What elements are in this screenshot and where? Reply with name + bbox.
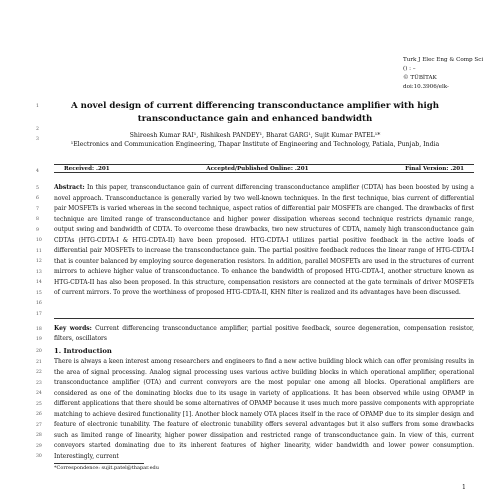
line-number: 3 xyxy=(36,137,39,142)
line-number: 16 xyxy=(36,301,42,306)
line-number: 21 xyxy=(36,360,42,365)
line-number: 5 xyxy=(36,186,39,191)
line-number: 26 xyxy=(36,412,42,417)
line-number: 28 xyxy=(36,433,42,438)
doi: doi:10.3906/elk- xyxy=(403,84,449,90)
introduction-text: There is always a keen interest among researchers and engineers to find a new active building block which can offer promising results in the area of signal processing. Analog signal processing uses various active building blocks in which operational amplifier, operational transconductance amplifier (OTA) and current conveyors are the most popular one among all blocks. Operational amplifiers are considered as one of the dominating blocks due to its usage in variety of applications. It has been observed while using OPAMP in different applications that there should be some alternatives of OPAMP because it uses much more passive components with appropriate matching to achieve desired functionality [1]. Another block namely OTA places itself in the race of OPAMP due to its simpler design and feature of electronic tunability. The feature of electronic tunability offers several advantages but it also suffers from some drawbacks such as limited range of linearity, higher power dissipation and restricted range of transconductance gain. In view of this, current conveyors started dominating due to its inherent features of higher linearity, wider bandwidth and lower power consumption. Interestingly, current xyxy=(54,358,474,460)
accepted-date: Accepted/Published Online: .201 xyxy=(206,166,309,172)
line-number: 19 xyxy=(36,337,42,342)
masthead xyxy=(403,56,485,92)
affiliation: ¹Electronics and Communication Engineering, Thapar Institute of Engineering and Technology, Patiala, Punjab, India xyxy=(70,140,440,148)
line-number: 27 xyxy=(36,423,42,428)
line-number: 17 xyxy=(36,312,42,317)
line-number: 10 xyxy=(36,238,42,243)
line-number: 4 xyxy=(36,169,39,174)
line-number: 6 xyxy=(36,196,39,201)
line-number: 8 xyxy=(36,217,39,222)
line-number: 24 xyxy=(36,391,42,396)
correspondence-footnote: *Correspondence: sujit.patel@thapar.edu xyxy=(54,465,159,471)
abstract-text: In this paper, transconductance gain of current differencing transconductance amplifier (CDTA) has been boosted by using a novel approach. Transconductance is generally varied by two well-known techniques. In the first technique, bias current of differential pair MOSFETs is varied whereas in the second technique, aspect ratios of differential pair MOSFETs are changed. The drawbacks of first technique are limited range of transconductance and higher power dissipation whereas second technique restricts dynamic range, output swing and bandwidth of CDTA. To overcome these drawbacks, two new structures of CDTA, namely high transconductance gain CDTAs (HTG-CDTA-I & HTG-CDTA-II) have been proposed. HTG-CDTA-I utilizes partial positive feedback in the active loads of differential pair MOSFETs to increase the transconductance gain. The partial positive feedback reduces the linear range of HTG-CDTA-I that is counter balanced by employing source degeneration resistors. In addition, parallel MOSFETs are used in the structures of current mirrors to achieve higher value of transconductance. To enhance the bandwidth of proposed HTG-CDTA-I, another structure known as HTG-CDTA-II has also been proposed. In this structure, compensation resistors are connected at the gate terminals of driver MOSFETs of current mirrors. To prove the worthiness of proposed HTG-CDTA-II, KHN filter is realized and its advantages have been discussed. xyxy=(54,184,474,296)
line-number: 30 xyxy=(36,454,42,459)
keywords-label: Key words: xyxy=(54,325,92,332)
final-version-date: Final Version: .201 xyxy=(405,166,464,172)
publisher: © TÜBİTAK xyxy=(403,75,437,81)
line-number: 2 xyxy=(36,127,39,132)
line-number: 23 xyxy=(36,381,42,386)
line-number: 29 xyxy=(36,444,42,449)
author-list: Shireesh Kumar RAI¹, Rishikesh PANDEY¹, Bharat GARG¹, Sujit Kumar PATEL¹* xyxy=(129,132,381,139)
dates-bar xyxy=(54,164,474,173)
title-line-1: A novel design of current differencing transconductance amplifier with high xyxy=(70,101,439,111)
line-number: 14 xyxy=(36,280,42,285)
line-number: 9 xyxy=(36,228,39,233)
line-number: 13 xyxy=(36,270,42,275)
line-number: 25 xyxy=(36,402,42,407)
abstract-divider xyxy=(54,318,474,319)
journal-pages: () : – xyxy=(403,66,416,72)
keywords xyxy=(54,324,474,344)
abstract-label: Abstract: xyxy=(54,184,85,191)
section-heading: 1. Introduction xyxy=(54,347,112,355)
line-number: 20 xyxy=(36,349,42,354)
keywords-text: Current differencing transconductance amplifier, partial positive feedback, source degeneration, compensation resistor, filters, oscillators xyxy=(54,325,474,342)
line-number: 12 xyxy=(36,259,42,264)
footnote-rule xyxy=(54,463,144,464)
line-number: 1 xyxy=(36,104,39,109)
line-number: 11 xyxy=(36,249,42,254)
abstract xyxy=(54,183,474,299)
journal-name: Turk J Elec Eng & Comp Sci xyxy=(403,57,484,63)
paper-title xyxy=(48,100,462,126)
line-number: 18 xyxy=(36,327,42,332)
line-number: 15 xyxy=(36,291,42,296)
line-number: 7 xyxy=(36,207,39,212)
page-number: 1 xyxy=(462,484,466,491)
received-date: Received: .201 xyxy=(64,166,110,172)
line-number: 22 xyxy=(36,370,42,375)
author-block xyxy=(38,132,472,149)
title-line-2: transconductance gain and enhanced bandwidth xyxy=(137,114,373,124)
